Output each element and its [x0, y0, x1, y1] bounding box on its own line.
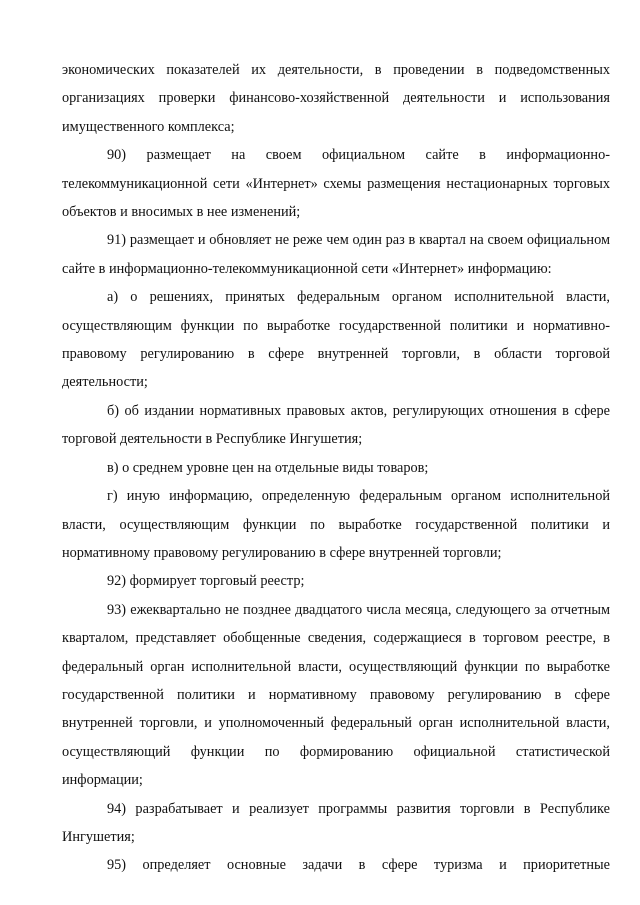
paragraph-item-94: 94) разрабатывает и реализует программы развития торговли в Республике Ингушетия;: [62, 800, 610, 845]
paragraph-item-91-v: в) о среднем уровне цен на отдельные виды товаров;: [107, 459, 429, 476]
paragraph-item-91-a: а) о решениях, принятых федеральным органом исполнительной власти, осуществляющим функции по выработке государственной политики и нормативно-правовому регулированию в сфере внутренней торговли, в области торговой деятельности;: [62, 289, 610, 391]
paragraph-item-93: 93) ежеквартально не позднее двадцатого числа месяца, следующего за отчетным кварталом, представляет обобщенные сведения, содержащиеся в торговом реестре, в федеральный орган исполнительной власти, осуществляющий функции по выработке государственной политики и нормативному правовому регулированию в сфере внутренней торговли, и уполномоченный федеральный орган исполнительной власти, осуществляющий функции по формированию официальной статистической информации;: [62, 601, 610, 789]
paragraph-continuation: экономических показателей их деятельности, в проведении в подведомственных организациях проверки финансово-хозяйственной деятельности и использования имущественного комплекса;: [62, 62, 610, 135]
paragraph-item-92: 92) формирует торговый реестр;: [107, 573, 305, 590]
paragraph-item-91-g: г) иную информацию, определенную федеральным органом исполнительной власти, осуществляющим функции по выработке государственной политики и нормативному правовому регулированию в сфере внутренней торговли;: [62, 488, 610, 561]
paragraph-item-91-b: б) об издании нормативных правовых актов, регулирующих отношения в сфере торговой деятельности в Республике Ингушетия;: [62, 402, 610, 448]
paragraph-item-95: 95) определяет основные задачи в сфере туризма и приоритетные: [107, 857, 610, 874]
paragraph-item-90: 90) размещает на своем официальном сайте в информационно-телекоммуникационной сети «Интернет» схемы размещения нестационарных торговых объектов и вносимых в нее изменений;: [62, 147, 610, 221]
paragraph-item-91: 91) размещает и обновляет не реже чем один раз в квартал на своем официальном сайте в информационно-телекоммуникационной сети «Интернет» информацию:: [62, 232, 610, 277]
document-page: [62, 56, 610, 880]
